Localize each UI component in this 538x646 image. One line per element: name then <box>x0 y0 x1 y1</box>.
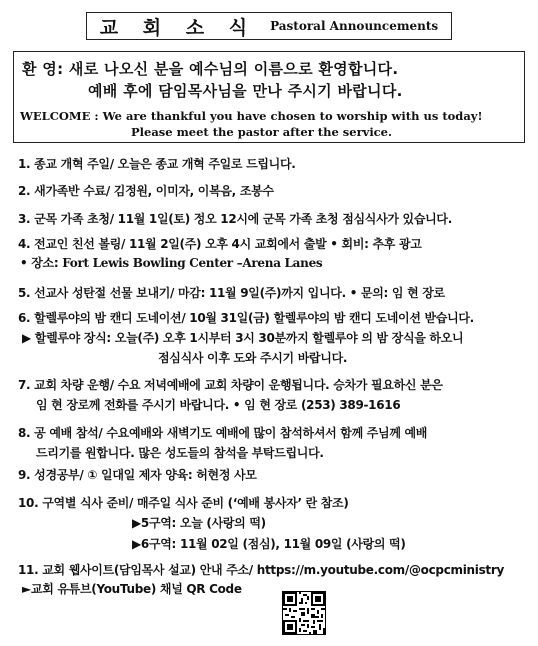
item-4-place-value: Fort Lewis Bowling Center –Arena Lanes <box>62 256 323 270</box>
welcome-english-line-1: WELCOME : We are thankful you have chosen to worship with us today! <box>20 109 483 123</box>
item-1: 1. 종교 개혁 주일/ 오늘은 종교 개혁 주일로 드립니다. <box>18 157 296 171</box>
item-7-line-1: 7. 교회 차량 운행/ 수요 저녁예배에 교회 차량이 운행됩니다. 승차가 필요하신 분은 <box>18 378 443 392</box>
item-6: 6. 할렐루야의 밤 캔디 도네이션/ 10월 31일(금) 할렐루야의 밤 캔디 도네이션 받습니다. <box>18 311 474 325</box>
item-9: 9. 성경공부/ ① 일대일 제자 양육: 허현정 사모 <box>18 468 257 482</box>
welcome-box <box>13 51 525 143</box>
welcome-korean-line-1: 환 영: 새로 나오신 분을 예수님의 이름으로 환영합니다. <box>22 60 399 78</box>
welcome-english-line-2: Please meet the pastor after the service. <box>131 125 393 139</box>
item-11-sub: ►교회 유튜브(YouTube) 채널 QR Code <box>22 582 242 596</box>
youtube-qr-code[interactable] <box>282 591 326 635</box>
header-box <box>86 12 452 40</box>
item-2: 2. 새가족반 수료/ 김정원, 이미자, 이복음, 조봉수 <box>18 184 274 198</box>
item-10: 10. 구역별 식사 준비/ 매주일 식사 준비 (‘예배 봉사자’ 란 참조) <box>18 496 349 510</box>
item-8-line-1: 8. 공 예배 참석/ 수요예배와 새벽기도 예배에 많이 참석하셔서 함께 주님께 예배 <box>18 426 428 440</box>
item-8-line-2: 드리기를 원합니다. 많은 성도들의 참석을 부탁드립니다. <box>36 446 324 460</box>
header-title-korean: 교 회 소 식 <box>99 16 257 39</box>
qr-code-icon <box>283 592 325 634</box>
item-5: 5. 선교사 성탄절 선물 보내기/ 마감: 11월 9일(주)까지 입니다. • 문의: 임 현 장로 <box>18 286 445 300</box>
header-title-english: Pastoral Announcements <box>270 19 439 33</box>
item-10-sub-1: ▶5구역: 오늘 (사랑의 떡) <box>132 516 266 530</box>
item-6-sub-2: 점심식사 이후 도와 주시기 바랍니다. <box>158 351 348 365</box>
item-11: 11. 교회 웹사이트(담임목사 설교) 안내 주소/ https://m.youtube.com/@ocpcministry <box>18 563 504 577</box>
item-4-place <box>20 256 322 270</box>
item-4-place-label: • 장소: <box>20 256 63 270</box>
item-4: 4. 전교인 친선 볼링/ 11월 2일(주) 오후 4시 교회에서 출발 • 회비: 추후 광고 <box>18 237 422 251</box>
item-3: 3. 군목 가족 초청/ 11월 1일(토) 정오 12시에 군목 가족 초청 점심식사가 있습니다. <box>18 212 452 226</box>
welcome-korean-line-2: 예배 후에 담임목사님을 만나 주시기 바랍니다. <box>88 82 403 100</box>
item-7-line-2: 임 현 장로께 전화를 주시기 바랍니다. • 임 현 장로 (253) 389-1616 <box>36 398 401 412</box>
item-10-sub-2: ▶6구역: 11월 02일 (점심), 11월 09일 (사랑의 떡) <box>132 537 406 551</box>
item-6-sub-1: ▶ 할렐루야 장식: 오늘(주) 오후 1시부터 3시 30분까지 할렐루야 의 밤 장식을 하오니 <box>22 331 464 345</box>
